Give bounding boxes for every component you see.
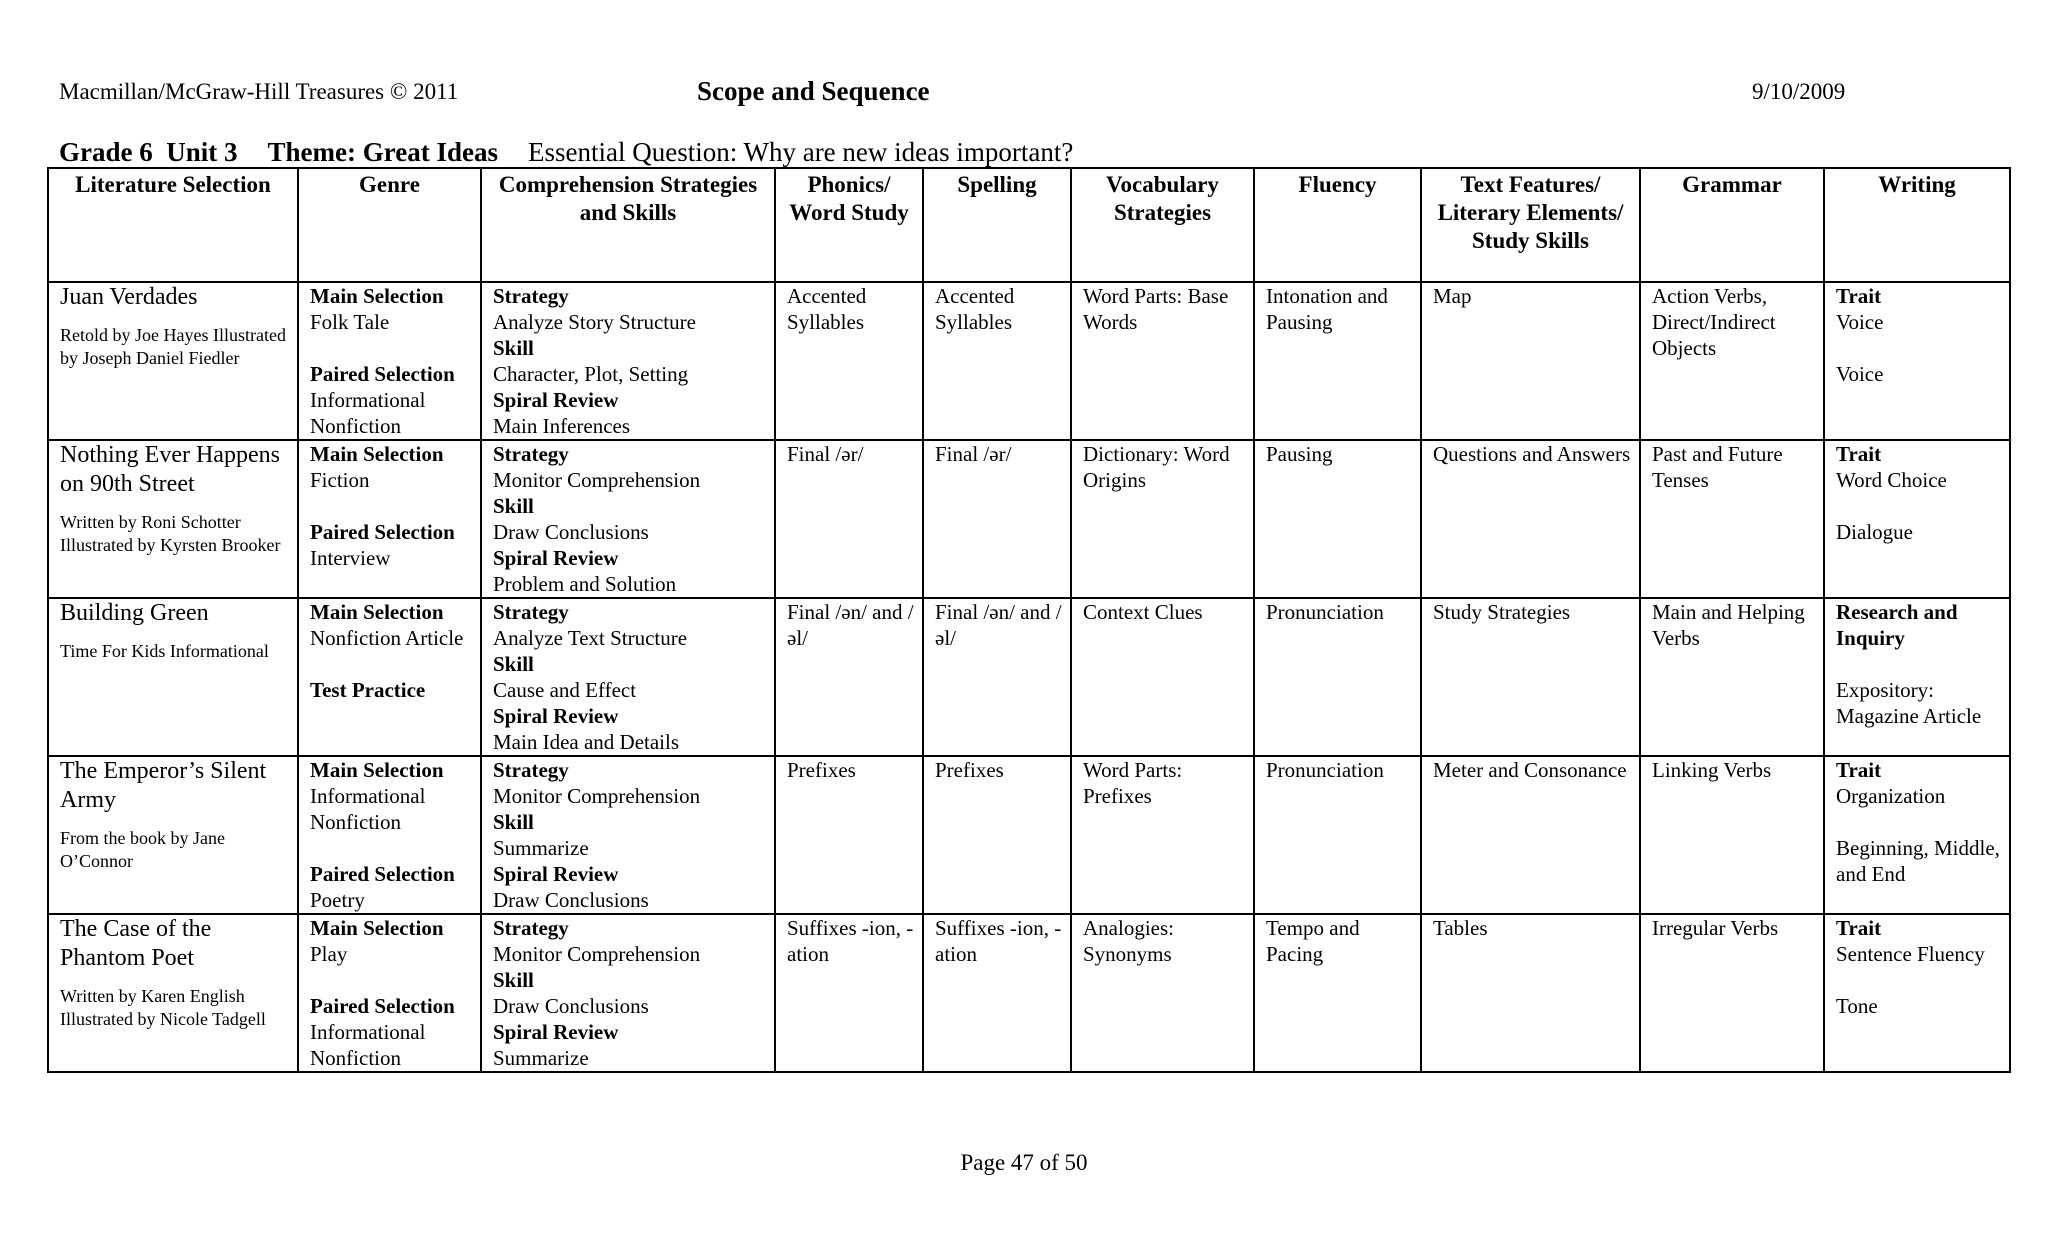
genre-value: Informational Nonfiction	[310, 784, 426, 834]
spelling-cell	[923, 440, 1071, 598]
phonics-cell	[775, 440, 923, 598]
grammar-value: Main and Helping Verbs	[1652, 600, 1805, 650]
fluency-cell	[1254, 282, 1421, 440]
vocab-cell	[1071, 914, 1254, 1072]
genre-value: Fiction	[310, 468, 370, 492]
writing-heading: Trait	[1836, 758, 1882, 782]
literature-cell	[48, 914, 298, 1072]
skill-value: Summarize	[493, 836, 589, 860]
phonics-value: Final /ər/	[787, 442, 864, 466]
grammar-value: Linking Verbs	[1652, 758, 1772, 782]
vocab-value: Word Parts: Prefixes	[1083, 758, 1183, 808]
selection-credit: Retold by Joe Hayes Illustrated by Joseph Daniel Fiedler	[60, 325, 286, 368]
theme-label: Theme: Great Ideas	[267, 137, 498, 167]
spelling-value: Prefixes	[935, 758, 1004, 782]
skill-heading: Skill	[493, 968, 534, 992]
genre-value: Interview	[310, 546, 391, 570]
genre-heading: Paired Selection	[310, 362, 455, 386]
phonics-value: Suffixes -ion, -ation	[787, 916, 914, 966]
textfeat-cell	[1421, 440, 1640, 598]
writing-heading: Research and Inquiry	[1836, 600, 1958, 650]
spacer	[310, 335, 480, 361]
genre-cell	[298, 598, 481, 756]
textfeat-value: Map	[1433, 284, 1472, 308]
column-header: Spelling	[923, 168, 1071, 282]
fluency-value: Pronunciation	[1266, 758, 1384, 782]
textfeat-cell	[1421, 914, 1640, 1072]
writing-heading: Trait	[1836, 442, 1882, 466]
selection-credit: Written by Roni Schotter Illustrated by Kyrsten Brooker	[60, 512, 281, 555]
vocab-cell	[1071, 756, 1254, 914]
writing-cell	[1824, 914, 2010, 1072]
spiral-value: Main Inferences	[493, 414, 631, 438]
spelling-value: Accented Syllables	[935, 284, 1015, 334]
spiral-heading: Spiral Review	[493, 1020, 619, 1044]
writing-cell	[1824, 756, 2010, 914]
spelling-cell	[923, 598, 1071, 756]
phonics-cell	[775, 914, 923, 1072]
phonics-cell	[775, 756, 923, 914]
genre-cell	[298, 756, 481, 914]
spacer	[1836, 493, 2009, 519]
genre-cell	[298, 440, 481, 598]
publisher-line: Macmillan/McGraw-Hill Treasures © 2011	[59, 79, 459, 104]
spelling-cell	[923, 756, 1071, 914]
comprehension-cell	[481, 756, 775, 914]
genre-value: Play	[310, 942, 348, 966]
spacer	[310, 835, 480, 861]
grammar-value: Irregular Verbs	[1652, 916, 1779, 940]
column-header: Literature Selection	[48, 168, 298, 282]
table-row	[48, 598, 2010, 756]
genre-heading: Paired Selection	[310, 862, 455, 886]
selection-credit: Time For Kids Informational	[60, 641, 269, 661]
genre-heading: Main Selection	[310, 916, 444, 940]
genre-heading: Main Selection	[310, 758, 444, 782]
column-header: Comprehension Strategies and Skills	[481, 168, 775, 282]
phonics-value: Final /ən/ and /əl/	[787, 600, 914, 650]
writing-value: Expository: Magazine Article	[1836, 678, 1982, 728]
spelling-value: Suffixes -ion, -ation	[935, 916, 1062, 966]
writing-value: Voice	[1836, 362, 1884, 386]
genre-heading: Paired Selection	[310, 520, 455, 544]
table-row	[48, 282, 2010, 440]
column-header: Writing	[1824, 168, 2010, 282]
writing-value: Tone	[1836, 994, 1878, 1018]
phonics-value: Accented Syllables	[787, 284, 867, 334]
spelling-cell	[923, 282, 1071, 440]
vocab-value: Analogies: Synonyms	[1083, 916, 1174, 966]
spiral-value: Draw Conclusions	[493, 888, 649, 912]
writing-value: Dialogue	[1836, 520, 1913, 544]
grammar-cell	[1640, 756, 1824, 914]
spacer	[310, 651, 480, 677]
skill-heading: Skill	[493, 652, 534, 676]
table-row	[48, 756, 2010, 914]
strategy-heading: Strategy	[493, 284, 569, 308]
grade-label: Grade 6	[59, 137, 153, 167]
fluency-value: Pronunciation	[1266, 600, 1384, 624]
spiral-heading: Spiral Review	[493, 862, 619, 886]
spiral-heading: Spiral Review	[493, 546, 619, 570]
unit-label: Unit 3	[166, 137, 238, 167]
vocab-cell	[1071, 598, 1254, 756]
column-header: Vocabulary Strategies	[1071, 168, 1254, 282]
vocab-value: Context Clues	[1083, 600, 1203, 624]
selection-credit: From the book by Jane O’Connor	[60, 828, 225, 871]
selection-title: Building Green	[60, 600, 209, 626]
column-header: Phonics/ Word Study	[775, 168, 923, 282]
textfeat-cell	[1421, 282, 1640, 440]
skill-value: Cause and Effect	[493, 678, 637, 702]
skill-value: Draw Conclusions	[493, 520, 649, 544]
grammar-cell	[1640, 282, 1824, 440]
spiral-value: Summarize	[493, 1046, 589, 1070]
genre-heading: Paired Selection	[310, 994, 455, 1018]
spiral-value: Main Idea and Details	[493, 730, 680, 754]
spacer	[310, 967, 480, 993]
vocab-value: Word Parts: Base Words	[1083, 284, 1229, 334]
column-header: Fluency	[1254, 168, 1421, 282]
strategy-value: Monitor Comprehension	[493, 468, 701, 492]
spelling-cell	[923, 914, 1071, 1072]
grammar-value: Action Verbs, Direct/Indirect Objects	[1652, 284, 1776, 360]
fluency-cell	[1254, 440, 1421, 598]
table-header-row	[48, 168, 2010, 282]
selection-title: The Case of the Phantom Poet	[60, 916, 212, 971]
spelling-value: Final /ər/	[935, 442, 1012, 466]
skill-heading: Skill	[493, 810, 534, 834]
writing-value: Beginning, Middle, and End	[1836, 836, 2000, 886]
column-header: Genre	[298, 168, 481, 282]
comprehension-cell	[481, 440, 775, 598]
genre-cell	[298, 914, 481, 1072]
genre-value: Informational Nonfiction	[310, 388, 426, 438]
spacer	[1836, 809, 2009, 835]
spacer	[1836, 651, 2009, 677]
writing-cell	[1824, 598, 2010, 756]
writing-value: Sentence Fluency	[1836, 942, 1985, 966]
strategy-heading: Strategy	[493, 758, 569, 782]
comprehension-cell	[481, 282, 775, 440]
selection-title: The Emperor’s Silent Army	[60, 758, 267, 813]
textfeat-cell	[1421, 756, 1640, 914]
textfeat-cell	[1421, 598, 1640, 756]
strategy-value: Analyze Story Structure	[493, 310, 696, 334]
grammar-cell	[1640, 914, 1824, 1072]
strategy-heading: Strategy	[493, 442, 569, 466]
genre-value: Folk Tale	[310, 310, 390, 334]
strategy-value: Monitor Comprehension	[493, 784, 701, 808]
column-header: Text Features/ Literary Elements/ Study Skills	[1421, 168, 1640, 282]
skill-heading: Skill	[493, 336, 534, 360]
page-number: Page 47 of 50	[960, 1150, 1088, 1175]
spiral-value: Problem and Solution	[493, 572, 677, 596]
column-header: Grammar	[1640, 168, 1824, 282]
fluency-value: Pausing	[1266, 442, 1333, 466]
table-row	[48, 914, 2010, 1072]
literature-cell	[48, 282, 298, 440]
fluency-value: Tempo and Pacing	[1266, 916, 1360, 966]
essential-question: Essential Question: Why are new ideas important?	[527, 137, 1074, 167]
strategy-heading: Strategy	[493, 916, 569, 940]
writing-heading: Trait	[1836, 916, 1882, 940]
genre-heading: Main Selection	[310, 442, 444, 466]
spacer	[1836, 335, 2009, 361]
genre-value: Informational Nonfiction	[310, 1020, 426, 1070]
textfeat-value: Meter and Consonance	[1433, 758, 1627, 782]
phonics-cell	[775, 598, 923, 756]
spiral-heading: Spiral Review	[493, 388, 619, 412]
writing-cell	[1824, 282, 2010, 440]
writing-value: Organization	[1836, 784, 1946, 808]
genre-heading: Main Selection	[310, 284, 444, 308]
fluency-cell	[1254, 914, 1421, 1072]
textfeat-value: Tables	[1433, 916, 1488, 940]
genre-cell	[298, 282, 481, 440]
selection-title: Nothing Ever Happens on 90th Street	[60, 442, 280, 497]
grammar-cell	[1640, 440, 1824, 598]
grammar-value: Past and Future Tenses	[1652, 442, 1783, 492]
vocab-cell	[1071, 440, 1254, 598]
document-title: Scope and Sequence	[697, 76, 930, 106]
table-row	[48, 440, 2010, 598]
unit-subheader	[59, 137, 1073, 168]
vocab-value: Dictionary: Word Origins	[1083, 442, 1230, 492]
comprehension-cell	[481, 914, 775, 1072]
scope-sequence-table	[47, 167, 2011, 1073]
document-date: 9/10/2009	[1752, 79, 1846, 104]
skill-value: Character, Plot, Setting	[493, 362, 689, 386]
fluency-cell	[1254, 756, 1421, 914]
literature-cell	[48, 598, 298, 756]
strategy-heading: Strategy	[493, 600, 569, 624]
spiral-heading: Spiral Review	[493, 704, 619, 728]
writing-value: Word Choice	[1836, 468, 1947, 492]
genre-heading: Main Selection	[310, 600, 444, 624]
writing-heading: Trait	[1836, 284, 1882, 308]
genre-value: Poetry	[310, 888, 365, 912]
literature-cell	[48, 756, 298, 914]
skill-heading: Skill	[493, 494, 534, 518]
fluency-value: Intonation and Pausing	[1266, 284, 1388, 334]
vocab-cell	[1071, 282, 1254, 440]
genre-value: Nonfiction Article	[310, 626, 464, 650]
strategy-value: Monitor Comprehension	[493, 942, 701, 966]
textfeat-value: Study Strategies	[1433, 600, 1571, 624]
phonics-value: Prefixes	[787, 758, 856, 782]
strategy-value: Analyze Text Structure	[493, 626, 688, 650]
spelling-value: Final /ən/ and /əl/	[935, 600, 1062, 650]
textfeat-value: Questions and Answers	[1433, 442, 1631, 466]
selection-title: Juan Verdades	[60, 284, 198, 310]
selection-credit: Written by Karen English Illustrated by Nicole Tadgell	[60, 986, 266, 1029]
comprehension-cell	[481, 598, 775, 756]
phonics-cell	[775, 282, 923, 440]
spacer	[310, 493, 480, 519]
writing-value: Voice	[1836, 310, 1884, 334]
genre-heading: Test Practice	[310, 678, 426, 702]
skill-value: Draw Conclusions	[493, 994, 649, 1018]
literature-cell	[48, 440, 298, 598]
writing-cell	[1824, 440, 2010, 598]
spacer	[1836, 967, 2009, 993]
fluency-cell	[1254, 598, 1421, 756]
grammar-cell	[1640, 598, 1824, 756]
